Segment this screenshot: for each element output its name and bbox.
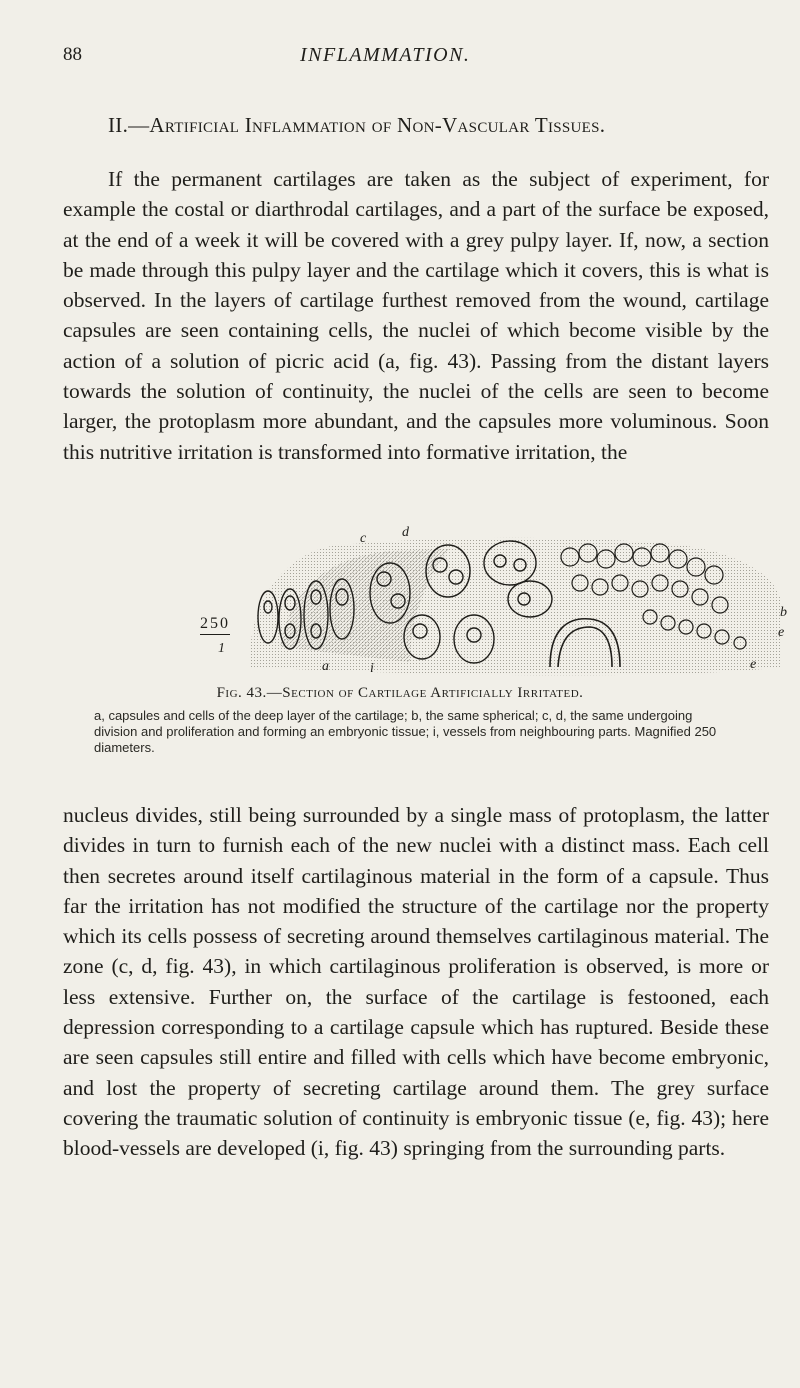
page-header [0, 44, 800, 74]
page-number: 88 [63, 44, 82, 65]
label-c: c [360, 531, 367, 546]
running-head: INFLAMMATION. [300, 44, 471, 66]
figure-43 [190, 527, 800, 677]
label-d: d [402, 525, 409, 540]
label-e-upper: e [778, 625, 785, 640]
figure-caption: Fig. 43.—Section of Cartilage Artificially Irritated. [216, 685, 584, 701]
label-e-lower: e [750, 657, 757, 672]
section-heading: II.—Artificial Inflammation of Non-Vascular Tissues. [108, 113, 606, 137]
label-i: i [370, 661, 374, 676]
label-b: b [780, 605, 787, 620]
paragraph-2: nucleus divides, still being surrounded by a single mass of protoplasm, the latter divides in turn to furnish each of the new nuclei with a distinct mass. Each cell then secretes around itself cartilaginous material in the form of a capsule. Thus far the irritation has not modified the structure of the cartilage nor the property which its cells possess of secreting around themselves cartilaginous material. The zone (c, d, fig. 43), in which cartilaginous proliferation is observed, is more or less extensive. Further on, the surface of the cartilage is festooned, each depression corresponding to a cartilage capsule which has ruptured. Beside these are seen capsules still entire and filled with cells which have become embryonic, and lost the property of secreting cartilage around them. The grey surface covering the traumatic solution of continuity is embryonic tissue (e, fig. 43); here blood-vessels are developed (i, fig. 43) springing from the surrounding parts. [63, 803, 769, 1161]
magnification-denominator: 1 [218, 641, 225, 656]
magnification-numerator: 250 [200, 616, 230, 635]
cartilage-section-illustration [190, 527, 800, 677]
paragraph-1: If the permanent cartilages are taken as the subject of experiment, for example the costal or diarthrodal cartilages, and a part of the surface be exposed, at the end of a week it will be covered with a grey pulpy layer. If, now, a section be made through this pulpy layer and the cartilage which it covers, this is what is observed. In the layers of cartilage furthest removed from the wound, cartilage capsules are seen containing cells, the nuclei of which become visible by the action of a solution of picric acid (a, fig. 43). Passing from the distant layers towards the solution of continuity, the nuclei of the cells are seen to become larger, the protoplasm more abundant, and the capsules more voluminous. Soon this nutritive irritation is transformed into formative irritation, the [63, 167, 769, 464]
figure-legend: a, capsules and cells of the deep layer of the cartilage; b, the same spherical; c, d, the same undergoing division and proliferation and forming an embryonic tissue; i, vessels from neighbouring parts. Magnified 250 diameters. [94, 708, 717, 755]
label-a: a [322, 659, 329, 674]
